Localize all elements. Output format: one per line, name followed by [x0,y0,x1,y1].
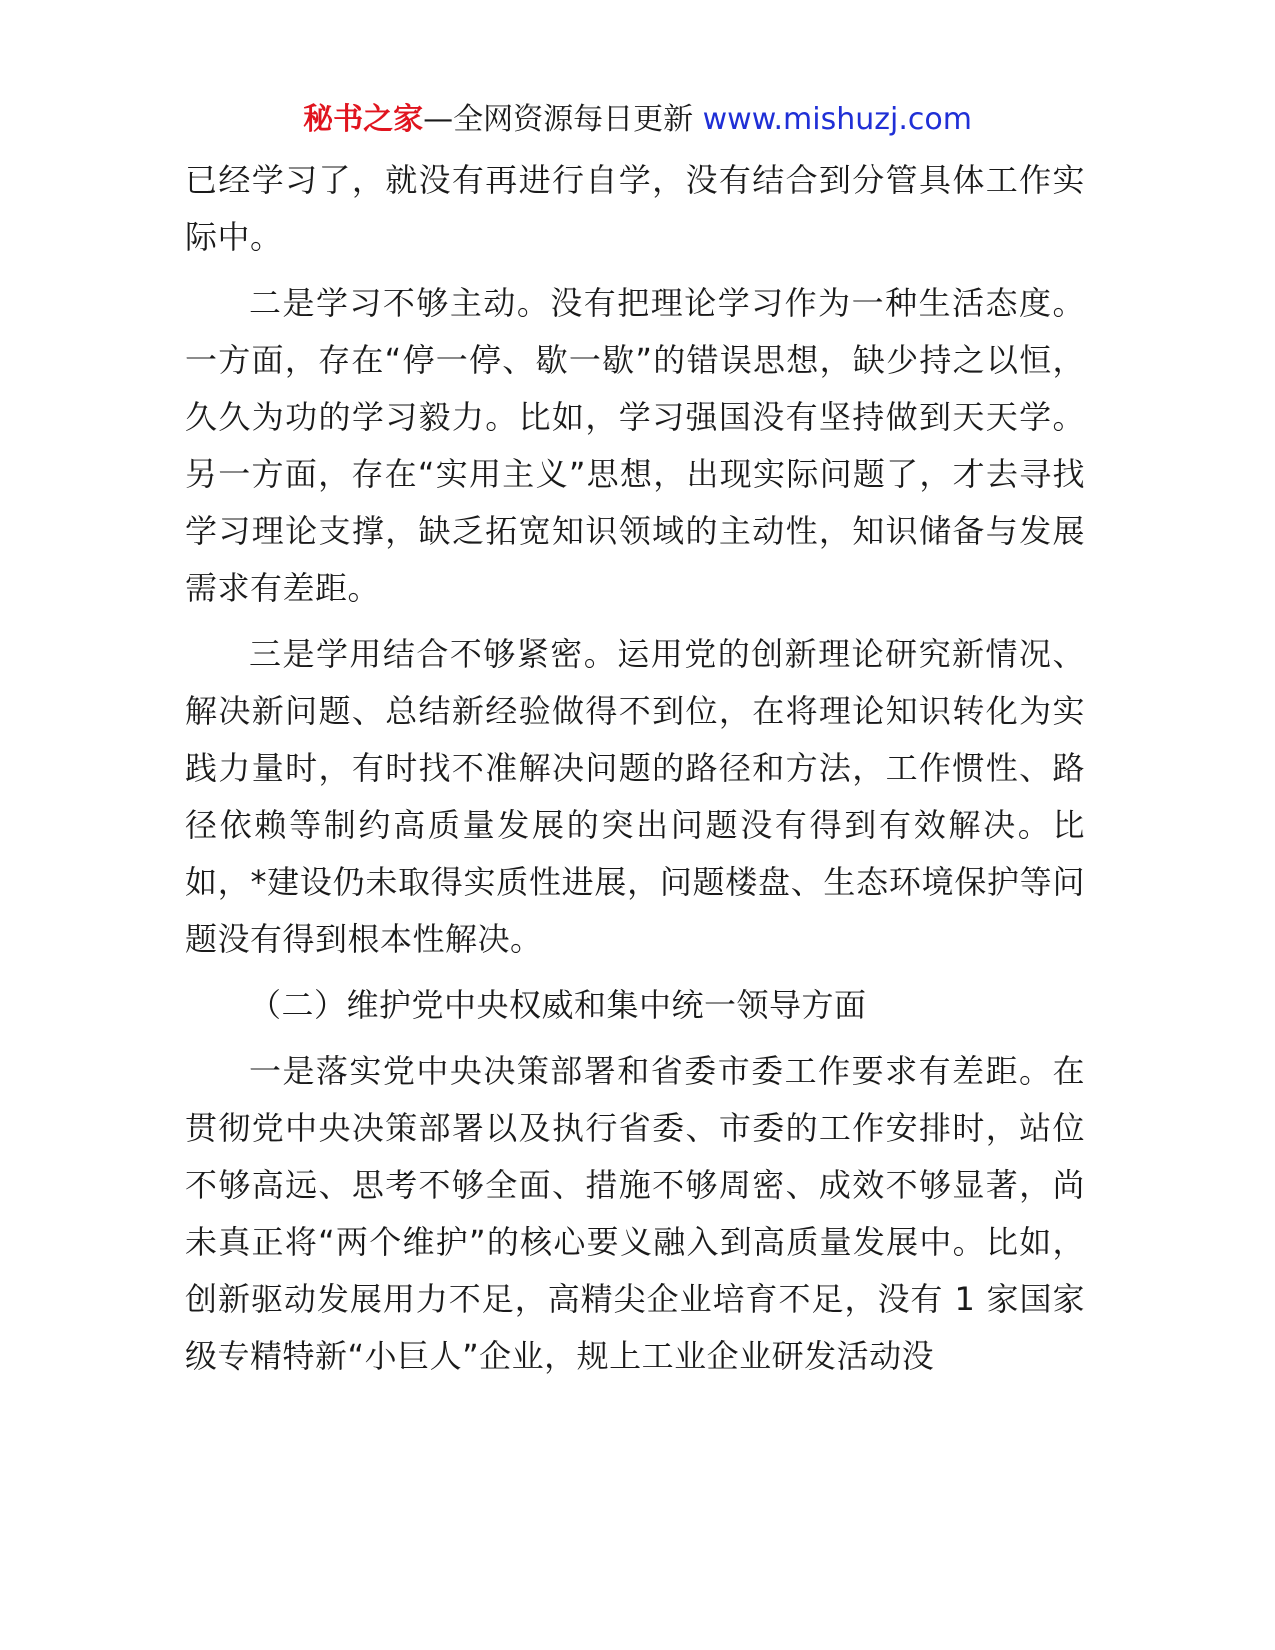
paragraph-study-initiative: 二是学习不够主动。没有把理论学习作为一种生活态度。一方面，存在“停一停、歇一歇”的错误思想，缺少持之以恒，久久为功的学习毅力。比如，学习强国没有坚持做到天天学。另一方面，存在“实用主义”思想，出现实际问题了，才去寻找学习理论支撑，缺乏拓宽知识领域的主动性，知识储备与发展需求有差距。 [185,284,1085,607]
header-tagline: —全网资源每日更新 [423,102,703,137]
page-header [0,98,1275,142]
section-heading: （二）维护党中央权威和集中统一领导方面 [249,986,867,1024]
paragraph-implementation: 一是落实党中央决策部署和省委市委工作要求有差距。在贯彻党中央决策部署以及执行省委、市委的工作安排时，站位不够高远、思考不够全面、措施不够周密、成效不够显著，尚未真正将“两个维护”的核心要义融入到高质量发展中。比如，创新驱动发展用力不足，高精尖企业培育不足，没有 1 家国家级专精特新“小巨人”企业，规上工业企业研发活动没 [185,1052,1085,1375]
paragraph-continuation: 已经学习了，就没有再进行自学，没有结合到分管具体工作实际中。 [185,161,1085,256]
paragraph-theory-practice: 三是学用结合不够紧密。运用党的创新理论研究新情况、解决新问题、总结新经验做得不到位，在将理论知识转化为实践力量时，有时找不准解决问题的路径和方法，工作惯性、路径依赖等制约高质量发展的突出问题没有得到有效解决。比如，*建设仍未取得实质性进展，问题楼盘、生态环境保护等问题没有得到根本性解决。 [185,635,1085,958]
website-link[interactable]: www.mishuzj.com [702,102,972,137]
brand-name: 秘书之家 [303,102,424,137]
document-body [185,152,1085,1394]
